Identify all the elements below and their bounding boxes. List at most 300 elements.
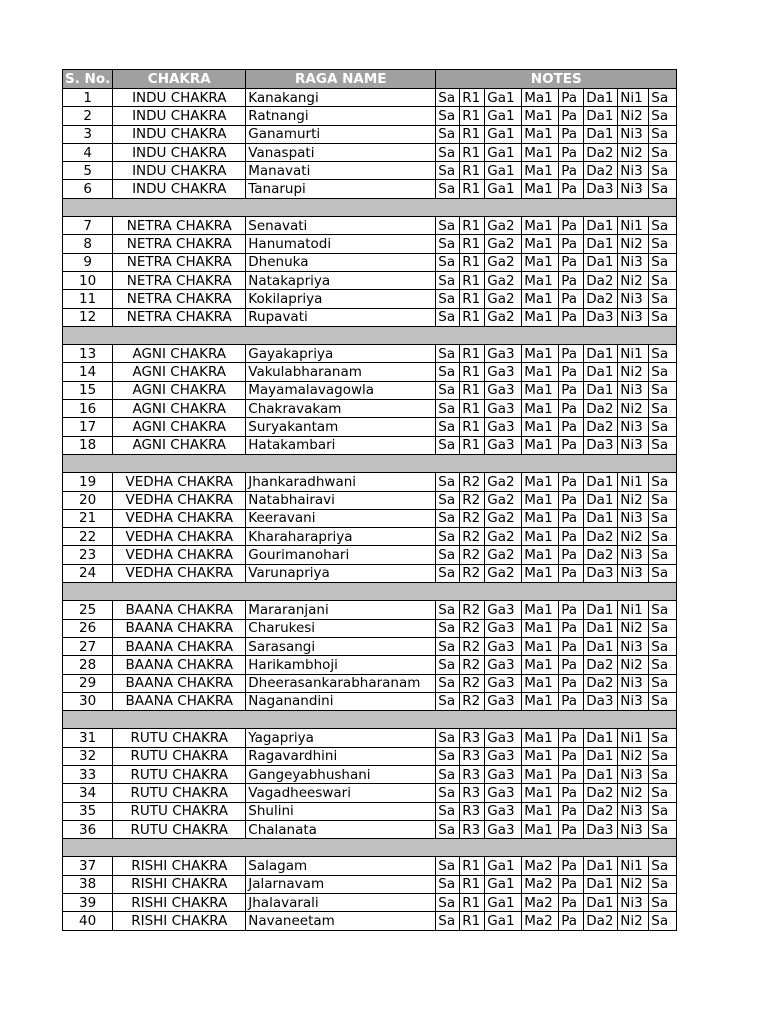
header-raga-name: RAGA NAME [246, 70, 436, 89]
note-cell: Sa [436, 400, 460, 418]
note-cell: Da1 [584, 125, 618, 143]
chakra-cell: VEDHA CHAKRA [113, 528, 246, 546]
note-cell: Pa [559, 491, 584, 509]
note-cell: R1 [460, 381, 485, 399]
raga-name-cell: Kanakangi [246, 89, 436, 107]
note-cell: Sa [436, 564, 460, 582]
raga-name-cell: Gayakapriya [246, 345, 436, 363]
table-row [63, 381, 677, 399]
table-row [63, 820, 677, 838]
note-cell: Da1 [584, 363, 618, 381]
note-cell: R1 [460, 143, 485, 161]
header-row [63, 70, 677, 89]
note-cell: Ni3 [618, 509, 649, 527]
group-separator-row [63, 198, 677, 216]
note-cell: Ga1 [485, 875, 522, 893]
note-cell: Da1 [584, 473, 618, 491]
note-cell: Pa [559, 546, 584, 564]
note-cell: Da1 [584, 89, 618, 107]
note-cell: Ma1 [522, 637, 559, 655]
note-cell: R1 [460, 107, 485, 125]
raga-name-cell: Vanaspati [246, 143, 436, 161]
note-cell: Ga3 [485, 656, 522, 674]
chakra-cell: INDU CHAKRA [113, 89, 246, 107]
note-cell: Sa [436, 784, 460, 802]
table-row [63, 217, 677, 235]
note-cell: Sa [436, 528, 460, 546]
note-cell: Ma1 [522, 491, 559, 509]
note-cell: Ga3 [485, 400, 522, 418]
group-separator [63, 583, 677, 601]
note-cell: Sa [649, 491, 677, 509]
note-cell: Ma1 [522, 528, 559, 546]
note-cell: Ma1 [522, 290, 559, 308]
raga-name-cell: Hatakambari [246, 436, 436, 454]
serial-number-cell: 25 [63, 601, 113, 619]
note-cell: Ga3 [485, 692, 522, 710]
note-cell: Sa [649, 674, 677, 692]
note-cell: R2 [460, 637, 485, 655]
note-cell: Sa [649, 765, 677, 783]
note-cell: Ma1 [522, 345, 559, 363]
note-cell: Pa [559, 436, 584, 454]
note-cell: Sa [436, 802, 460, 820]
note-cell: Sa [436, 912, 460, 930]
note-cell: Ma2 [522, 875, 559, 893]
note-cell: Pa [559, 894, 584, 912]
note-cell: Sa [649, 619, 677, 637]
note-cell: Ni2 [618, 363, 649, 381]
note-cell: Da1 [584, 747, 618, 765]
note-cell: Ga2 [485, 564, 522, 582]
note-cell: Pa [559, 802, 584, 820]
note-cell: Ma1 [522, 363, 559, 381]
note-cell: Pa [559, 418, 584, 436]
note-cell: Ma1 [522, 89, 559, 107]
note-cell: Pa [559, 637, 584, 655]
note-cell: Ni2 [618, 784, 649, 802]
table-row [63, 619, 677, 637]
table-row [63, 436, 677, 454]
note-cell: Pa [559, 564, 584, 582]
note-cell: Ma1 [522, 601, 559, 619]
raga-name-cell: Natabhairavi [246, 491, 436, 509]
note-cell: Ga1 [485, 894, 522, 912]
chakra-cell: AGNI CHAKRA [113, 345, 246, 363]
chakra-cell: BAANA CHAKRA [113, 637, 246, 655]
note-cell: Sa [436, 656, 460, 674]
table-row [63, 473, 677, 491]
table-row [63, 564, 677, 582]
note-cell: R2 [460, 601, 485, 619]
note-cell: Da2 [584, 528, 618, 546]
note-cell: Sa [649, 89, 677, 107]
chakra-cell: RISHI CHAKRA [113, 894, 246, 912]
table-row [63, 894, 677, 912]
raga-name-cell: Hanumatodi [246, 235, 436, 253]
chakra-cell: BAANA CHAKRA [113, 674, 246, 692]
note-cell: Sa [436, 89, 460, 107]
raga-name-cell: Kharaharapriya [246, 528, 436, 546]
raga-name-cell: Rupavati [246, 308, 436, 326]
raga-name-cell: Manavati [246, 162, 436, 180]
note-cell: Ni2 [618, 491, 649, 509]
note-cell: Da1 [584, 894, 618, 912]
chakra-cell: VEDHA CHAKRA [113, 546, 246, 564]
raga-name-cell: Tanarupi [246, 180, 436, 198]
note-cell: Sa [649, 820, 677, 838]
table-row [63, 692, 677, 710]
note-cell: Da1 [584, 217, 618, 235]
note-cell: Da2 [584, 546, 618, 564]
note-cell: Ni2 [618, 107, 649, 125]
note-cell: Ga2 [485, 235, 522, 253]
serial-number-cell: 30 [63, 692, 113, 710]
raga-name-cell: Natakapriya [246, 271, 436, 289]
note-cell: Da3 [584, 180, 618, 198]
chakra-cell: INDU CHAKRA [113, 143, 246, 161]
serial-number-cell: 31 [63, 729, 113, 747]
chakra-cell: INDU CHAKRA [113, 125, 246, 143]
note-cell: Ni3 [618, 418, 649, 436]
raga-name-cell: Jhalavarali [246, 894, 436, 912]
table-row [63, 253, 677, 271]
note-cell: R1 [460, 363, 485, 381]
note-cell: Sa [436, 857, 460, 875]
note-cell: Ga1 [485, 162, 522, 180]
note-cell: Sa [436, 162, 460, 180]
note-cell: Ga3 [485, 747, 522, 765]
table-row [63, 857, 677, 875]
note-cell: Pa [559, 235, 584, 253]
table-row [63, 491, 677, 509]
note-cell: Pa [559, 89, 584, 107]
note-cell: Ma1 [522, 125, 559, 143]
note-cell: Sa [436, 637, 460, 655]
serial-number-cell: 21 [63, 509, 113, 527]
group-separator [63, 198, 677, 216]
note-cell: Sa [649, 509, 677, 527]
note-cell: Ga3 [485, 802, 522, 820]
note-cell: Pa [559, 400, 584, 418]
note-cell: Ga2 [485, 546, 522, 564]
note-cell: Sa [436, 875, 460, 893]
note-cell: Ga3 [485, 637, 522, 655]
note-cell: Da3 [584, 436, 618, 454]
note-cell: Sa [436, 894, 460, 912]
note-cell: Pa [559, 381, 584, 399]
note-cell: Ga3 [485, 345, 522, 363]
note-cell: Ga3 [485, 820, 522, 838]
raga-name-cell: Gourimanohari [246, 546, 436, 564]
note-cell: Pa [559, 857, 584, 875]
serial-number-cell: 14 [63, 363, 113, 381]
note-cell: Da2 [584, 271, 618, 289]
note-cell: Ga2 [485, 308, 522, 326]
raga-name-cell: Dhenuka [246, 253, 436, 271]
note-cell: Sa [436, 125, 460, 143]
note-cell: Ga3 [485, 765, 522, 783]
note-cell: Ni3 [618, 162, 649, 180]
note-cell: Ga1 [485, 89, 522, 107]
note-cell: R1 [460, 400, 485, 418]
chakra-cell: AGNI CHAKRA [113, 436, 246, 454]
serial-number-cell: 40 [63, 912, 113, 930]
serial-number-cell: 11 [63, 290, 113, 308]
note-cell: Ni3 [618, 381, 649, 399]
raga-name-cell: Ganamurti [246, 125, 436, 143]
note-cell: Ma1 [522, 418, 559, 436]
note-cell: Da1 [584, 345, 618, 363]
chakra-cell: RUTU CHAKRA [113, 765, 246, 783]
note-cell: Ga3 [485, 619, 522, 637]
serial-number-cell: 13 [63, 345, 113, 363]
note-cell: R1 [460, 418, 485, 436]
serial-number-cell: 34 [63, 784, 113, 802]
header-notes: NOTES [436, 70, 677, 89]
note-cell: Ga2 [485, 491, 522, 509]
note-cell: Ni2 [618, 875, 649, 893]
note-cell: Da1 [584, 857, 618, 875]
note-cell: Ni2 [618, 143, 649, 161]
note-cell: Pa [559, 509, 584, 527]
chakra-cell: INDU CHAKRA [113, 180, 246, 198]
table-row [63, 345, 677, 363]
raga-name-cell: Senavati [246, 217, 436, 235]
note-cell: Sa [649, 784, 677, 802]
note-cell: Sa [436, 692, 460, 710]
note-cell: Ma2 [522, 894, 559, 912]
note-cell: Pa [559, 619, 584, 637]
note-cell: Pa [559, 784, 584, 802]
note-cell: R3 [460, 729, 485, 747]
chakra-cell: AGNI CHAKRA [113, 400, 246, 418]
raga-name-cell: Naganandini [246, 692, 436, 710]
note-cell: R1 [460, 912, 485, 930]
note-cell: Pa [559, 363, 584, 381]
serial-number-cell: 8 [63, 235, 113, 253]
note-cell: Sa [436, 546, 460, 564]
table-row [63, 729, 677, 747]
note-cell: Ma1 [522, 784, 559, 802]
serial-number-cell: 19 [63, 473, 113, 491]
chakra-cell: RISHI CHAKRA [113, 875, 246, 893]
chakra-cell: NETRA CHAKRA [113, 235, 246, 253]
note-cell: Ga3 [485, 436, 522, 454]
note-cell: Pa [559, 875, 584, 893]
note-cell: Ni3 [618, 674, 649, 692]
note-cell: Sa [436, 253, 460, 271]
serial-number-cell: 24 [63, 564, 113, 582]
note-cell: Ni3 [618, 125, 649, 143]
note-cell: Pa [559, 674, 584, 692]
raga-name-cell: Vagadheeswari [246, 784, 436, 802]
note-cell: Sa [649, 308, 677, 326]
note-cell: Sa [649, 217, 677, 235]
note-cell: Da2 [584, 802, 618, 820]
note-cell: Ni1 [618, 729, 649, 747]
note-cell: Pa [559, 912, 584, 930]
serial-number-cell: 2 [63, 107, 113, 125]
note-cell: Sa [649, 546, 677, 564]
note-cell: Da3 [584, 308, 618, 326]
note-cell: Pa [559, 765, 584, 783]
note-cell: Da1 [584, 381, 618, 399]
note-cell: Pa [559, 473, 584, 491]
note-cell: Ni2 [618, 656, 649, 674]
note-cell: Pa [559, 162, 584, 180]
note-cell: Ga1 [485, 107, 522, 125]
note-cell: R1 [460, 217, 485, 235]
note-cell: Da2 [584, 912, 618, 930]
note-cell: Pa [559, 271, 584, 289]
raga-name-cell: Charukesi [246, 619, 436, 637]
note-cell: Da2 [584, 290, 618, 308]
chakra-cell: RUTU CHAKRA [113, 784, 246, 802]
note-cell: Sa [649, 125, 677, 143]
note-cell: Sa [436, 271, 460, 289]
raga-name-cell: Chakravakam [246, 400, 436, 418]
table-row [63, 235, 677, 253]
serial-number-cell: 23 [63, 546, 113, 564]
note-cell: R3 [460, 747, 485, 765]
note-cell: Ga1 [485, 143, 522, 161]
note-cell: Da3 [584, 820, 618, 838]
note-cell: Sa [649, 436, 677, 454]
note-cell: Sa [649, 875, 677, 893]
chakra-cell: VEDHA CHAKRA [113, 509, 246, 527]
note-cell: Pa [559, 125, 584, 143]
serial-number-cell: 4 [63, 143, 113, 161]
table-row [63, 656, 677, 674]
note-cell: Ga2 [485, 253, 522, 271]
chakra-cell: RUTU CHAKRA [113, 747, 246, 765]
serial-number-cell: 26 [63, 619, 113, 637]
note-cell: Ni3 [618, 820, 649, 838]
note-cell: Ga1 [485, 857, 522, 875]
note-cell: Sa [436, 765, 460, 783]
raga-table [62, 69, 677, 931]
group-separator [63, 454, 677, 472]
note-cell: Pa [559, 143, 584, 161]
note-cell: Pa [559, 345, 584, 363]
chakra-cell: BAANA CHAKRA [113, 692, 246, 710]
note-cell: Sa [649, 857, 677, 875]
note-cell: Da2 [584, 162, 618, 180]
note-cell: Sa [649, 400, 677, 418]
note-cell: Sa [649, 473, 677, 491]
note-cell: Ma1 [522, 656, 559, 674]
note-cell: Ma2 [522, 912, 559, 930]
note-cell: R3 [460, 765, 485, 783]
note-cell: R2 [460, 619, 485, 637]
note-cell: R1 [460, 235, 485, 253]
note-cell: Pa [559, 656, 584, 674]
note-cell: Sa [436, 363, 460, 381]
note-cell: Ma1 [522, 509, 559, 527]
table-row [63, 912, 677, 930]
note-cell: Sa [649, 253, 677, 271]
serial-number-cell: 7 [63, 217, 113, 235]
group-separator [63, 711, 677, 729]
note-cell: Ma1 [522, 381, 559, 399]
note-cell: Da2 [584, 656, 618, 674]
note-cell: Pa [559, 180, 584, 198]
table-row [63, 125, 677, 143]
note-cell: Pa [559, 253, 584, 271]
note-cell: Da1 [584, 729, 618, 747]
group-separator-row [63, 583, 677, 601]
serial-number-cell: 17 [63, 418, 113, 436]
note-cell: Ni2 [618, 235, 649, 253]
serial-number-cell: 32 [63, 747, 113, 765]
note-cell: Ma1 [522, 802, 559, 820]
note-cell: Ma1 [522, 271, 559, 289]
note-cell: Ni2 [618, 912, 649, 930]
serial-number-cell: 29 [63, 674, 113, 692]
table-body [63, 89, 677, 931]
note-cell: Ma1 [522, 765, 559, 783]
note-cell: Pa [559, 528, 584, 546]
serial-number-cell: 5 [63, 162, 113, 180]
table-row [63, 271, 677, 289]
note-cell: Ni2 [618, 528, 649, 546]
note-cell: R2 [460, 528, 485, 546]
note-cell: Da2 [584, 143, 618, 161]
note-cell: Pa [559, 217, 584, 235]
note-cell: Sa [649, 381, 677, 399]
group-separator [63, 839, 677, 857]
note-cell: Ma1 [522, 235, 559, 253]
note-cell: Sa [649, 528, 677, 546]
note-cell: Ni1 [618, 345, 649, 363]
header-chakra: CHAKRA [113, 70, 246, 89]
serial-number-cell: 10 [63, 271, 113, 289]
note-cell: Ma1 [522, 180, 559, 198]
group-separator-row [63, 326, 677, 344]
note-cell: Ga1 [485, 912, 522, 930]
note-cell: Sa [649, 802, 677, 820]
note-cell: R2 [460, 564, 485, 582]
table-row [63, 674, 677, 692]
raga-name-cell: Mayamalavagowla [246, 381, 436, 399]
note-cell: Sa [649, 729, 677, 747]
note-cell: R1 [460, 345, 485, 363]
chakra-cell: RISHI CHAKRA [113, 912, 246, 930]
note-cell: Pa [559, 692, 584, 710]
serial-number-cell: 35 [63, 802, 113, 820]
note-cell: R2 [460, 692, 485, 710]
note-cell: Ni3 [618, 180, 649, 198]
note-cell: Sa [436, 491, 460, 509]
note-cell: Ga2 [485, 528, 522, 546]
note-cell: Ga3 [485, 418, 522, 436]
note-cell: Sa [436, 418, 460, 436]
serial-number-cell: 27 [63, 637, 113, 655]
note-cell: Da2 [584, 674, 618, 692]
note-cell: Sa [649, 656, 677, 674]
note-cell: Ma1 [522, 107, 559, 125]
chakra-cell: VEDHA CHAKRA [113, 491, 246, 509]
note-cell: Sa [649, 143, 677, 161]
note-cell: R1 [460, 894, 485, 912]
note-cell: Da2 [584, 418, 618, 436]
chakra-cell: NETRA CHAKRA [113, 290, 246, 308]
note-cell: Sa [649, 290, 677, 308]
table-row [63, 308, 677, 326]
serial-number-cell: 16 [63, 400, 113, 418]
note-cell: Sa [436, 217, 460, 235]
